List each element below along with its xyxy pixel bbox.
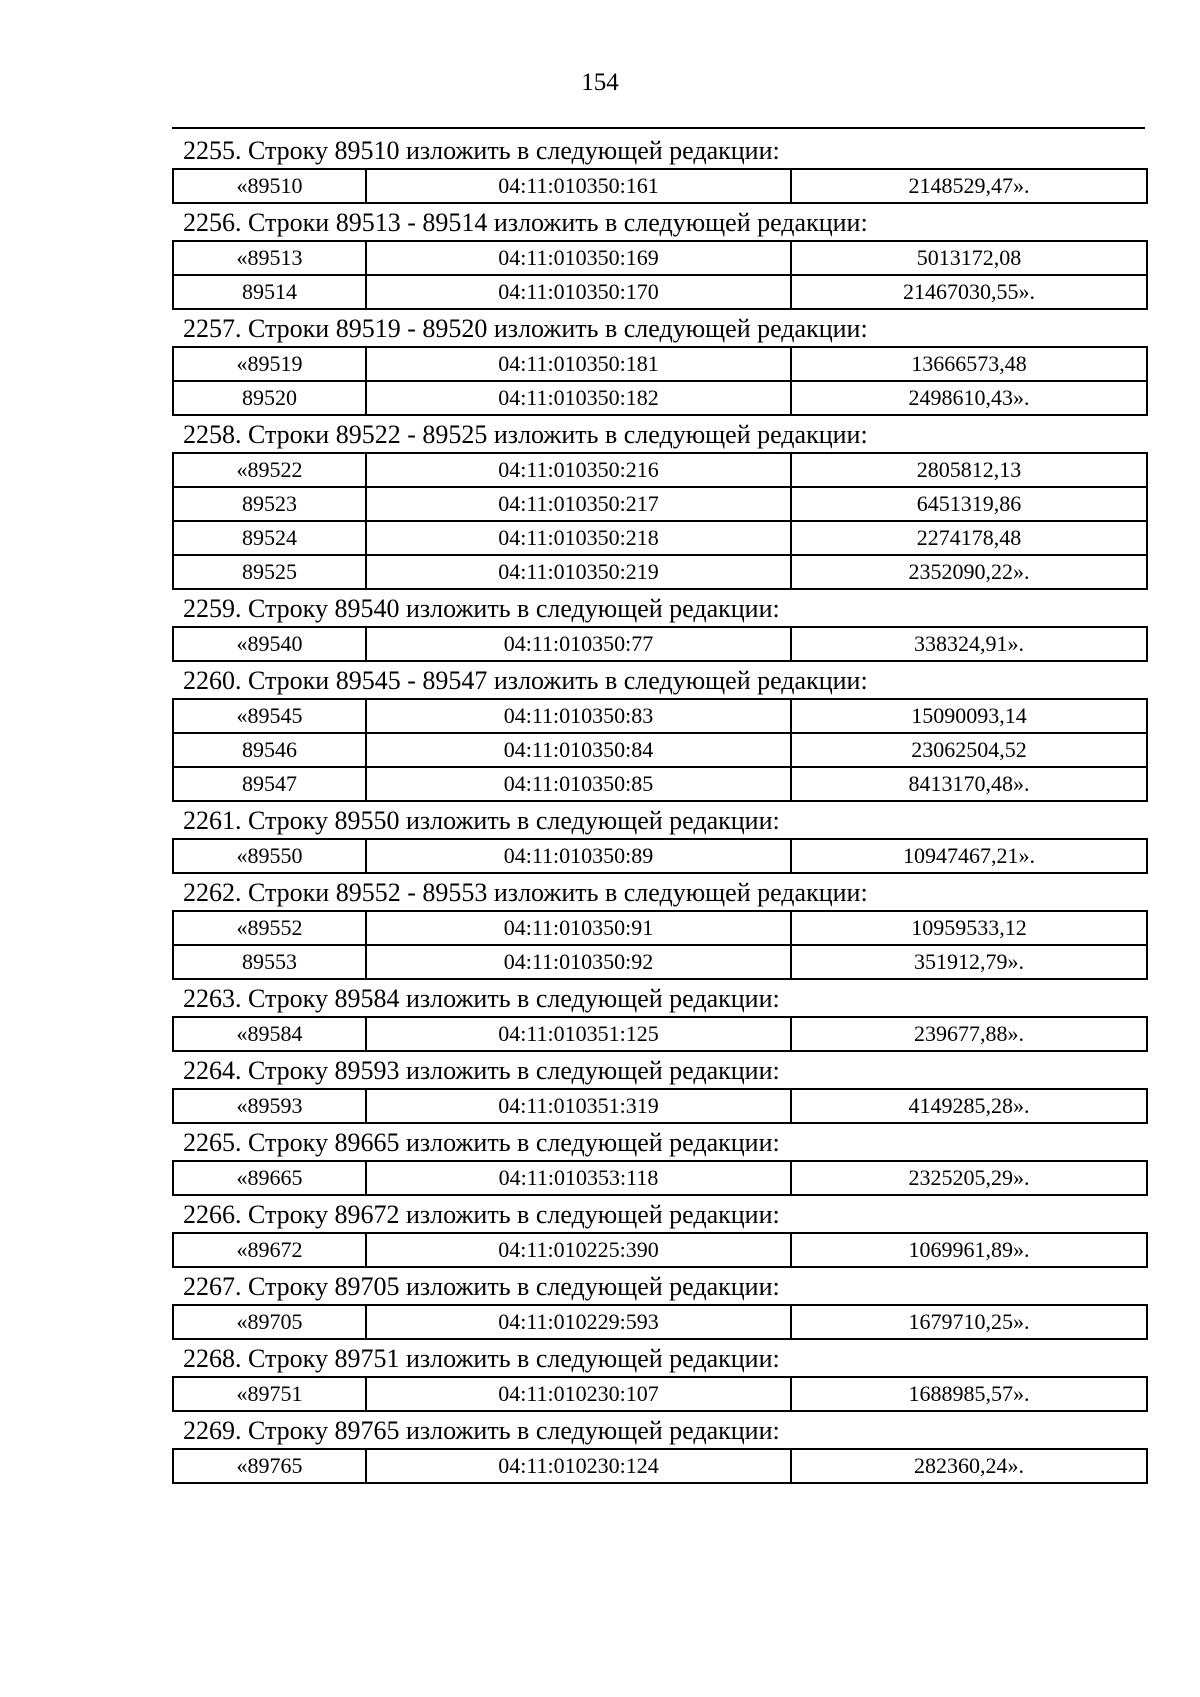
- table-row: [173, 627, 1147, 661]
- row-number-cell: «89510: [173, 169, 366, 203]
- row-number-cell: «89665: [173, 1161, 366, 1195]
- edit-table: [172, 1016, 1148, 1052]
- edit-table: [172, 1232, 1148, 1268]
- value-cell: 351912,79».: [791, 945, 1147, 979]
- row-number-cell: 89523: [173, 487, 366, 521]
- row-number-cell: 89514: [173, 275, 366, 309]
- row-number-cell: «89519: [173, 347, 366, 381]
- cadastral-number-cell: 04:11:010350:84: [366, 733, 791, 767]
- section-title: 2267. Строку 89705 изложить в следующей редакции:: [183, 1272, 780, 1301]
- table-row: [173, 555, 1147, 589]
- value-cell: 1679710,25».: [791, 1305, 1147, 1339]
- value-cell: 4149285,28».: [791, 1089, 1147, 1123]
- value-cell: 10947467,21».: [791, 839, 1147, 873]
- edit-table: [172, 910, 1148, 980]
- section-title: 2265. Строку 89665 изложить в следующей редакции:: [183, 1128, 780, 1157]
- cadastral-number-cell: 04:11:010350:170: [366, 275, 791, 309]
- cadastral-number-cell: 04:11:010351:125: [366, 1017, 791, 1051]
- row-number-cell: «89593: [173, 1089, 366, 1123]
- cadastral-number-cell: 04:11:010229:593: [366, 1305, 791, 1339]
- table-row: [173, 733, 1147, 767]
- section-title: 2256. Строки 89513 - 89514 изложить в следующей редакции:: [183, 208, 868, 237]
- row-number-cell: «89765: [173, 1449, 366, 1483]
- table-row: [173, 1449, 1147, 1483]
- value-cell: 2274178,48: [791, 521, 1147, 555]
- cadastral-number-cell: 04:11:010350:92: [366, 945, 791, 979]
- edit-table: [172, 240, 1148, 310]
- edit-table: [172, 1448, 1148, 1484]
- row-number-cell: 89553: [173, 945, 366, 979]
- value-cell: 8413170,48».: [791, 767, 1147, 801]
- cadastral-number-cell: 04:11:010225:390: [366, 1233, 791, 1267]
- row-number-cell: «89550: [173, 839, 366, 873]
- cadastral-number-cell: 04:11:010350:181: [366, 347, 791, 381]
- section-title: 2258. Строки 89522 - 89525 изложить в следующей редакции:: [183, 420, 868, 449]
- table-row: [173, 1233, 1147, 1267]
- edit-table: [172, 1304, 1148, 1340]
- table-row: [173, 839, 1147, 873]
- row-number-cell: «89672: [173, 1233, 366, 1267]
- row-number-cell: «89552: [173, 911, 366, 945]
- table-row: [173, 699, 1147, 733]
- row-number-cell: «89540: [173, 627, 366, 661]
- page-number: 154: [581, 69, 619, 96]
- value-cell: 1688985,57».: [791, 1377, 1147, 1411]
- value-cell: 1069961,89».: [791, 1233, 1147, 1267]
- cadastral-number-cell: 04:11:010353:118: [366, 1161, 791, 1195]
- cadastral-number-cell: 04:11:010350:77: [366, 627, 791, 661]
- value-cell: 21467030,55».: [791, 275, 1147, 309]
- value-cell: 23062504,52: [791, 733, 1147, 767]
- table-row: [173, 487, 1147, 521]
- row-number-cell: «89751: [173, 1377, 366, 1411]
- cadastral-number-cell: 04:11:010350:83: [366, 699, 791, 733]
- row-number-cell: «89545: [173, 699, 366, 733]
- value-cell: 5013172,08: [791, 241, 1147, 275]
- edit-table: [172, 452, 1148, 590]
- edit-table: [172, 1376, 1148, 1412]
- cadastral-number-cell: 04:11:010350:219: [366, 555, 791, 589]
- table-row: [173, 1017, 1147, 1051]
- cadastral-number-cell: 04:11:010350:89: [366, 839, 791, 873]
- cadastral-number-cell: 04:11:010351:319: [366, 1089, 791, 1123]
- row-number-cell: «89522: [173, 453, 366, 487]
- section-title: 2260. Строки 89545 - 89547 изложить в следующей редакции:: [183, 666, 868, 695]
- section-title: 2262. Строки 89552 - 89553 изложить в следующей редакции:: [183, 878, 868, 907]
- edit-table: [172, 626, 1148, 662]
- table-row: [173, 1305, 1147, 1339]
- section-title: 2257. Строки 89519 - 89520 изложить в следующей редакции:: [183, 314, 868, 343]
- edit-table: [172, 346, 1148, 416]
- table-row: [173, 381, 1147, 415]
- value-cell: 2352090,22».: [791, 555, 1147, 589]
- table-row: [173, 1089, 1147, 1123]
- row-number-cell: 89547: [173, 767, 366, 801]
- value-cell: 2325205,29».: [791, 1161, 1147, 1195]
- value-cell: 6451319,86: [791, 487, 1147, 521]
- section-title: 2255. Строку 89510 изложить в следующей редакции:: [183, 136, 780, 165]
- cadastral-number-cell: 04:11:010350:217: [366, 487, 791, 521]
- table-row: [173, 453, 1147, 487]
- value-cell: 239677,88».: [791, 1017, 1147, 1051]
- value-cell: 10959533,12: [791, 911, 1147, 945]
- table-row: [173, 1161, 1147, 1195]
- row-number-cell: «89584: [173, 1017, 366, 1051]
- value-cell: 2498610,43».: [791, 381, 1147, 415]
- row-number-cell: 89524: [173, 521, 366, 555]
- row-number-cell: «89513: [173, 241, 366, 275]
- cadastral-number-cell: 04:11:010350:169: [366, 241, 791, 275]
- value-cell: 2148529,47».: [791, 169, 1147, 203]
- value-cell: 338324,91».: [791, 627, 1147, 661]
- cadastral-number-cell: 04:11:010350:91: [366, 911, 791, 945]
- cadastral-number-cell: 04:11:010230:124: [366, 1449, 791, 1483]
- table-row: [173, 241, 1147, 275]
- row-number-cell: 89546: [173, 733, 366, 767]
- table-row: [173, 521, 1147, 555]
- section-title: 2261. Строку 89550 изложить в следующей редакции:: [183, 806, 780, 835]
- cadastral-number-cell: 04:11:010230:107: [366, 1377, 791, 1411]
- table-row: [173, 945, 1147, 979]
- edit-table: [172, 1160, 1148, 1196]
- table-row: [173, 275, 1147, 309]
- value-cell: 2805812,13: [791, 453, 1147, 487]
- table-row: [173, 911, 1147, 945]
- table-row: [173, 347, 1147, 381]
- cadastral-number-cell: 04:11:010350:218: [366, 521, 791, 555]
- edit-table: [172, 698, 1148, 802]
- section-title: 2259. Строку 89540 изложить в следующей редакции:: [183, 594, 780, 623]
- value-cell: 282360,24».: [791, 1449, 1147, 1483]
- cadastral-number-cell: 04:11:010350:85: [366, 767, 791, 801]
- section-title: 2269. Строку 89765 изложить в следующей редакции:: [183, 1416, 780, 1445]
- table-row: [173, 169, 1147, 203]
- cadastral-number-cell: 04:11:010350:161: [366, 169, 791, 203]
- value-cell: 15090093,14: [791, 699, 1147, 733]
- document-body: [172, 134, 1146, 1486]
- row-number-cell: 89525: [173, 555, 366, 589]
- section-title: 2264. Строку 89593 изложить в следующей редакции:: [183, 1056, 780, 1085]
- section-title: 2266. Строку 89672 изложить в следующей редакции:: [183, 1200, 780, 1229]
- section-title: 2268. Строку 89751 изложить в следующей редакции:: [183, 1344, 780, 1373]
- section-title: 2263. Строку 89584 изложить в следующей редакции:: [183, 984, 780, 1013]
- cadastral-number-cell: 04:11:010350:182: [366, 381, 791, 415]
- value-cell: 13666573,48: [791, 347, 1147, 381]
- edit-table: [172, 838, 1148, 874]
- header-rule: [172, 127, 1145, 129]
- cadastral-number-cell: 04:11:010350:216: [366, 453, 791, 487]
- row-number-cell: «89705: [173, 1305, 366, 1339]
- row-number-cell: 89520: [173, 381, 366, 415]
- table-row: [173, 767, 1147, 801]
- table-row: [173, 1377, 1147, 1411]
- edit-table: [172, 1088, 1148, 1124]
- edit-table: [172, 168, 1148, 204]
